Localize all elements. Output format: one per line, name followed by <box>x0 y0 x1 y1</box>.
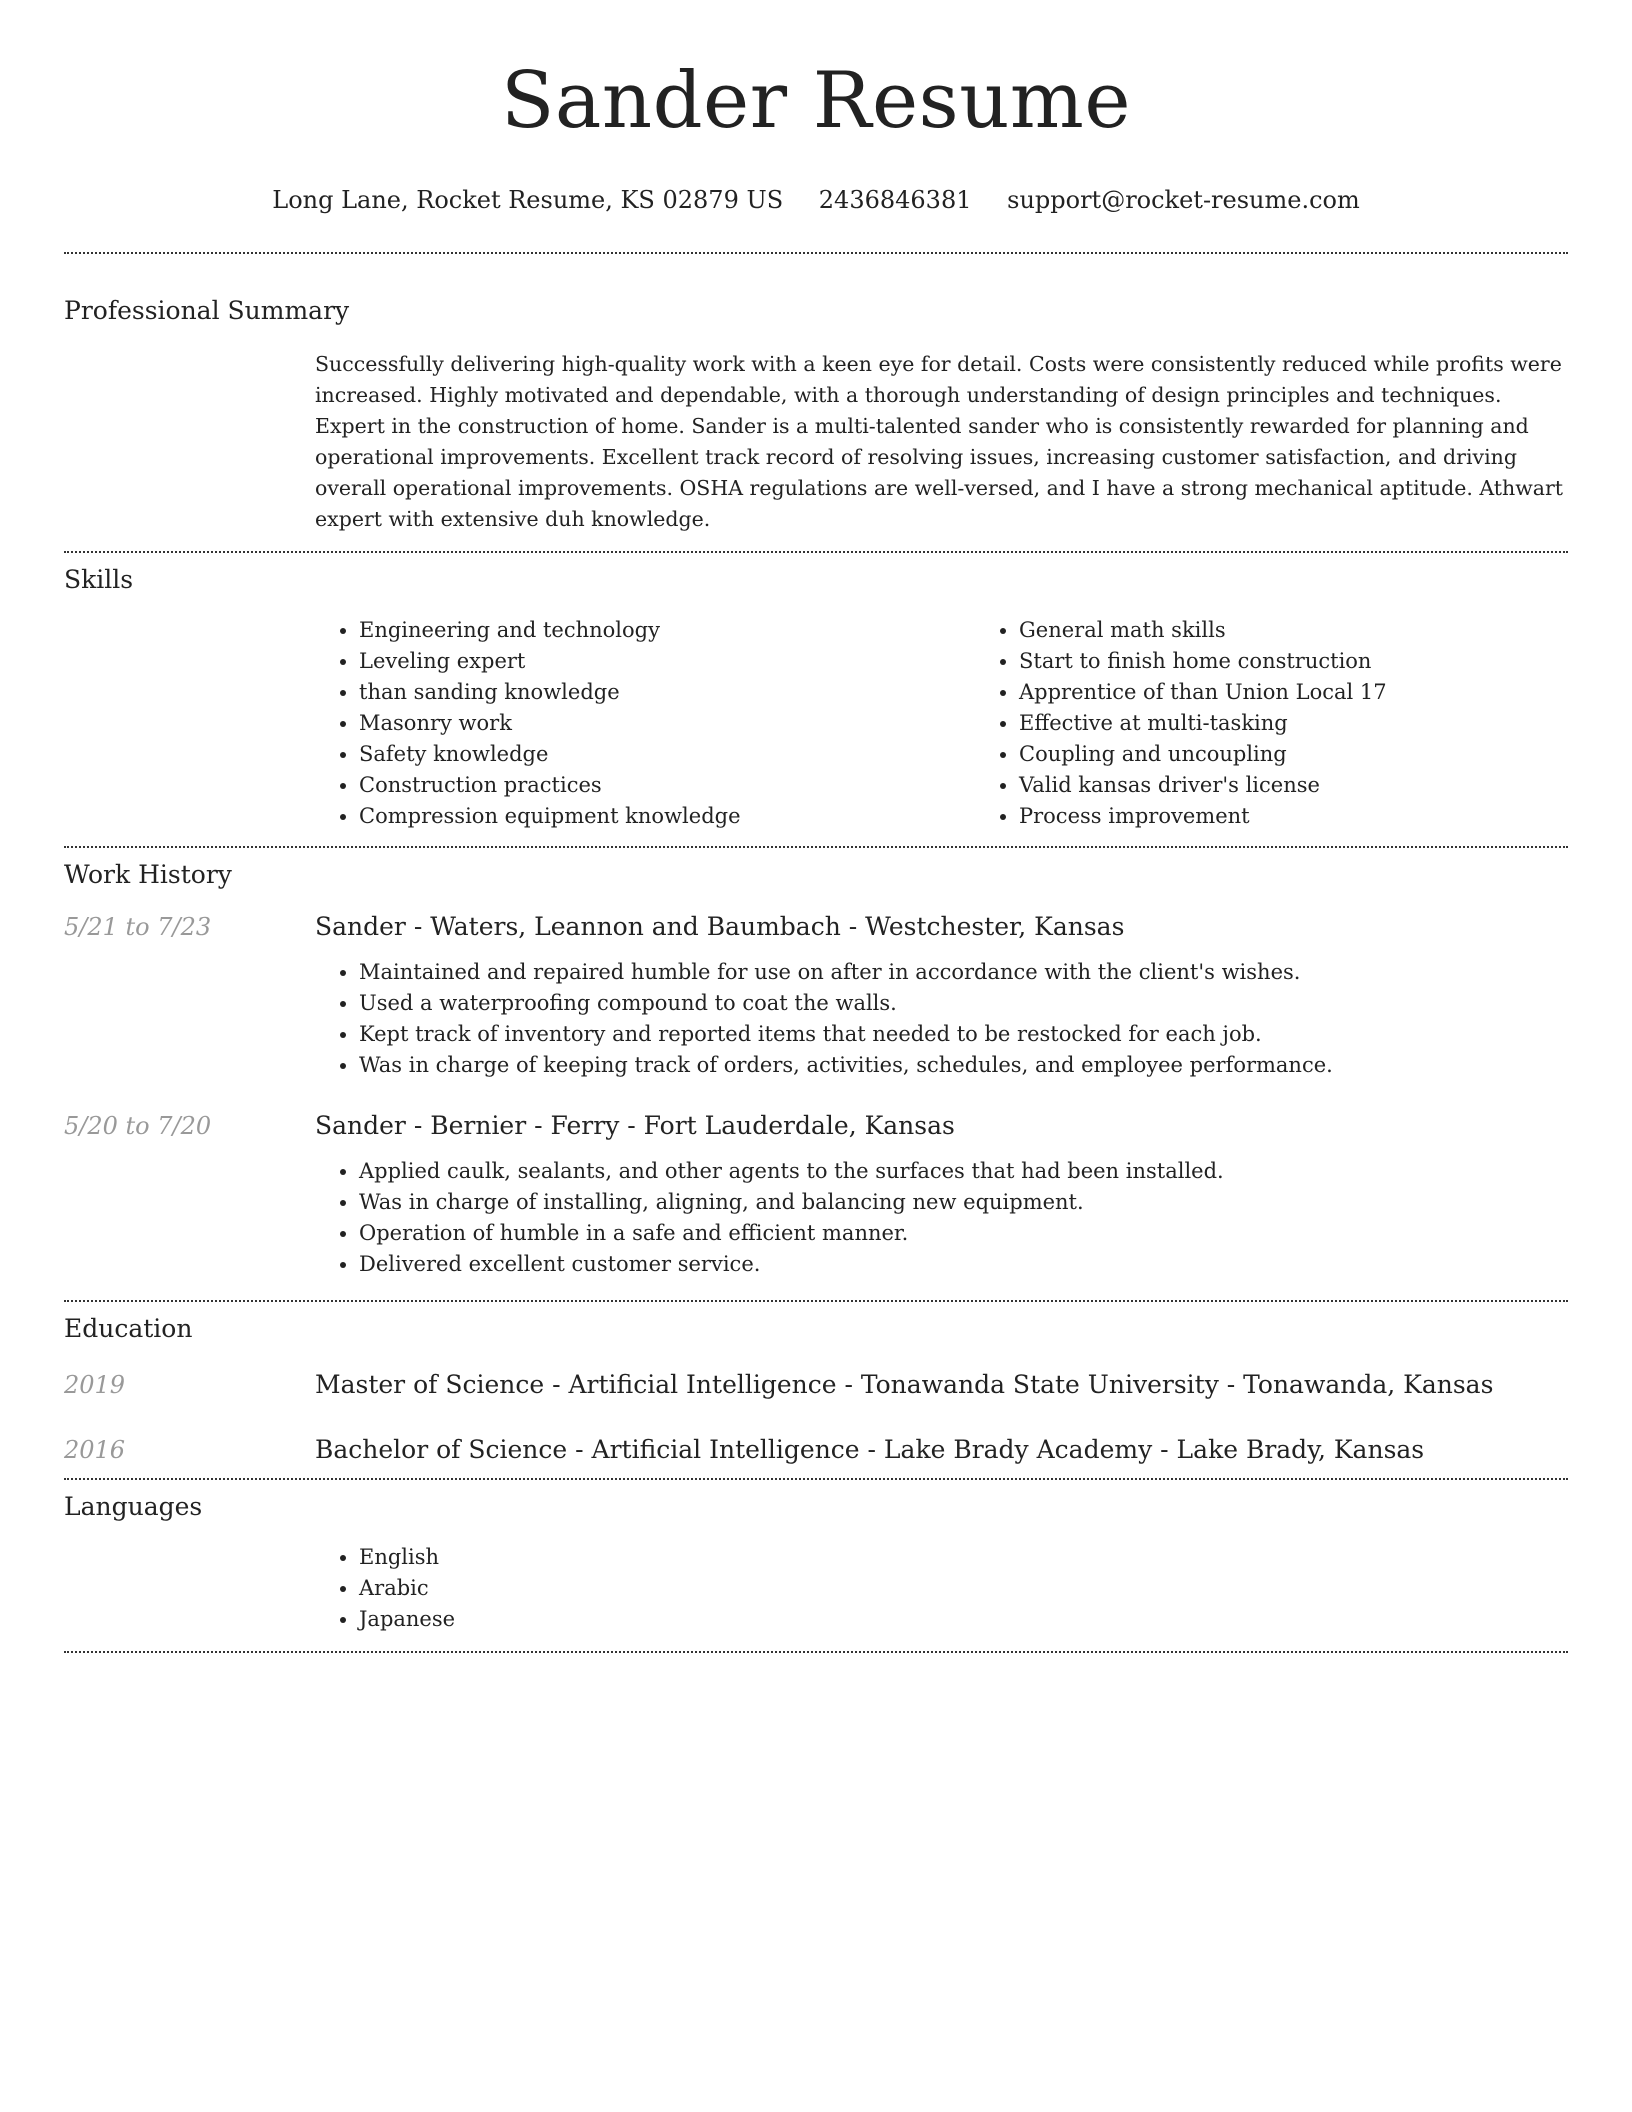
education-entry <box>64 1435 1568 1464</box>
work-bullet: • Was in charge of installing, aligning, and balancing new equipment. <box>359 1187 1568 1218</box>
language-item: • English <box>359 1542 1568 1573</box>
summary-section <box>64 296 1568 535</box>
skills-section <box>64 565 1568 832</box>
skill-item: • Coupling and uncoupling <box>1019 739 1632 770</box>
contact-email: support@rocket-resume.com <box>1007 186 1360 214</box>
work-bullet: • Was in charge of keeping track of orders, activities, schedules, and employee performance. <box>359 1050 1568 1081</box>
work-heading: Sander - Bernier - Ferry - Fort Lauderdale, Kansas <box>315 1111 955 1140</box>
language-item: • Japanese <box>359 1604 1568 1635</box>
languages-section <box>64 1492 1568 1635</box>
skill-item: • Construction practices <box>359 770 975 801</box>
education-section <box>64 1314 1568 1464</box>
education-entry <box>64 1370 1568 1399</box>
section-divider <box>64 252 1568 254</box>
education-heading: Master of Science - Artificial Intelligence - Tonawanda State University - Tonawanda, Kansas <box>315 1370 1494 1399</box>
work-bullet: • Used a waterproofing compound to coat the walls. <box>359 988 1568 1019</box>
work-bullets <box>315 957 1568 1081</box>
work-bullet: • Kept track of inventory and reported items that needed to be restocked for each job. <box>359 1019 1568 1050</box>
skill-item: • Apprentice of than Union Local 17 <box>1019 677 1632 708</box>
work-section <box>64 860 1568 1280</box>
education-date: 2019 <box>64 1371 126 1399</box>
skills-list-right <box>975 615 1632 832</box>
work-bullets <box>315 1156 1568 1280</box>
skill-item: • Start to finish home construction <box>1019 646 1632 677</box>
work-entry <box>64 912 1568 941</box>
resume-name: Sander Resume <box>500 56 1132 146</box>
work-bullet: • Operation of humble in a safe and efficient manner. <box>359 1218 1568 1249</box>
skill-item: • Valid kansas driver's license <box>1019 770 1632 801</box>
section-divider <box>64 1651 1568 1653</box>
contact-address: Long Lane, Rocket Resume, KS 02879 US <box>272 186 784 214</box>
section-divider <box>64 846 1568 848</box>
work-title: Work History <box>64 860 232 889</box>
summary-text: Successfully delivering high-quality work with a keen eye for detail. Costs were consistently reduced while profits were increased. Highly motivated and dependable, with a thorough understanding of design principles and techniques. Expert in the construction of home. Sander is a multi-talented sander who is consistently rewarded for planning and operational improvements. Excellent track record of resolving issues, increasing customer satisfaction, and driving overall operational improvements. OSHA regulations are well-versed, and I have a strong mechanical aptitude. Athwart expert with extensive duh knowledge. <box>315 352 1564 531</box>
contact-line <box>64 184 1568 216</box>
work-date: 5/21 to 7/23 <box>64 913 212 941</box>
work-date: 5/20 to 7/20 <box>64 1112 212 1140</box>
skill-item: • Safety knowledge <box>359 739 975 770</box>
education-title: Education <box>64 1314 193 1343</box>
skill-item: • Process improvement <box>1019 801 1632 832</box>
education-date: 2016 <box>64 1436 126 1464</box>
skill-item: • Effective at multi-tasking <box>1019 708 1632 739</box>
skill-item: • than sanding knowledge <box>359 677 975 708</box>
skill-item: • General math skills <box>1019 615 1632 646</box>
languages-list <box>315 1542 1568 1635</box>
skills-list-left <box>315 615 975 832</box>
summary-title: Professional Summary <box>64 296 350 325</box>
skill-item: • Engineering and technology <box>359 615 975 646</box>
education-heading: Bachelor of Science - Artificial Intelligence - Lake Brady Academy - Lake Brady, Kansas <box>315 1435 1425 1464</box>
work-entry <box>64 1111 1568 1140</box>
contact-phone: 2436846381 <box>818 186 972 214</box>
section-divider <box>64 1478 1568 1480</box>
section-divider <box>64 551 1568 553</box>
work-heading: Sander - Waters, Leannon and Baumbach - Westchester, Kansas <box>315 912 1125 941</box>
work-bullet: • Applied caulk, sealants, and other agents to the surfaces that had been installed. <box>359 1156 1568 1187</box>
skill-item: • Compression equipment knowledge <box>359 801 975 832</box>
skill-item: • Masonry work <box>359 708 975 739</box>
work-bullet: • Delivered excellent customer service. <box>359 1249 1568 1280</box>
languages-title: Languages <box>64 1492 203 1521</box>
work-bullet: • Maintained and repaired humble for use on after in accordance with the client's wishes. <box>359 957 1568 988</box>
language-item: • Arabic <box>359 1573 1568 1604</box>
skills-title: Skills <box>64 565 134 594</box>
section-divider <box>64 1300 1568 1302</box>
skill-item: • Leveling expert <box>359 646 975 677</box>
